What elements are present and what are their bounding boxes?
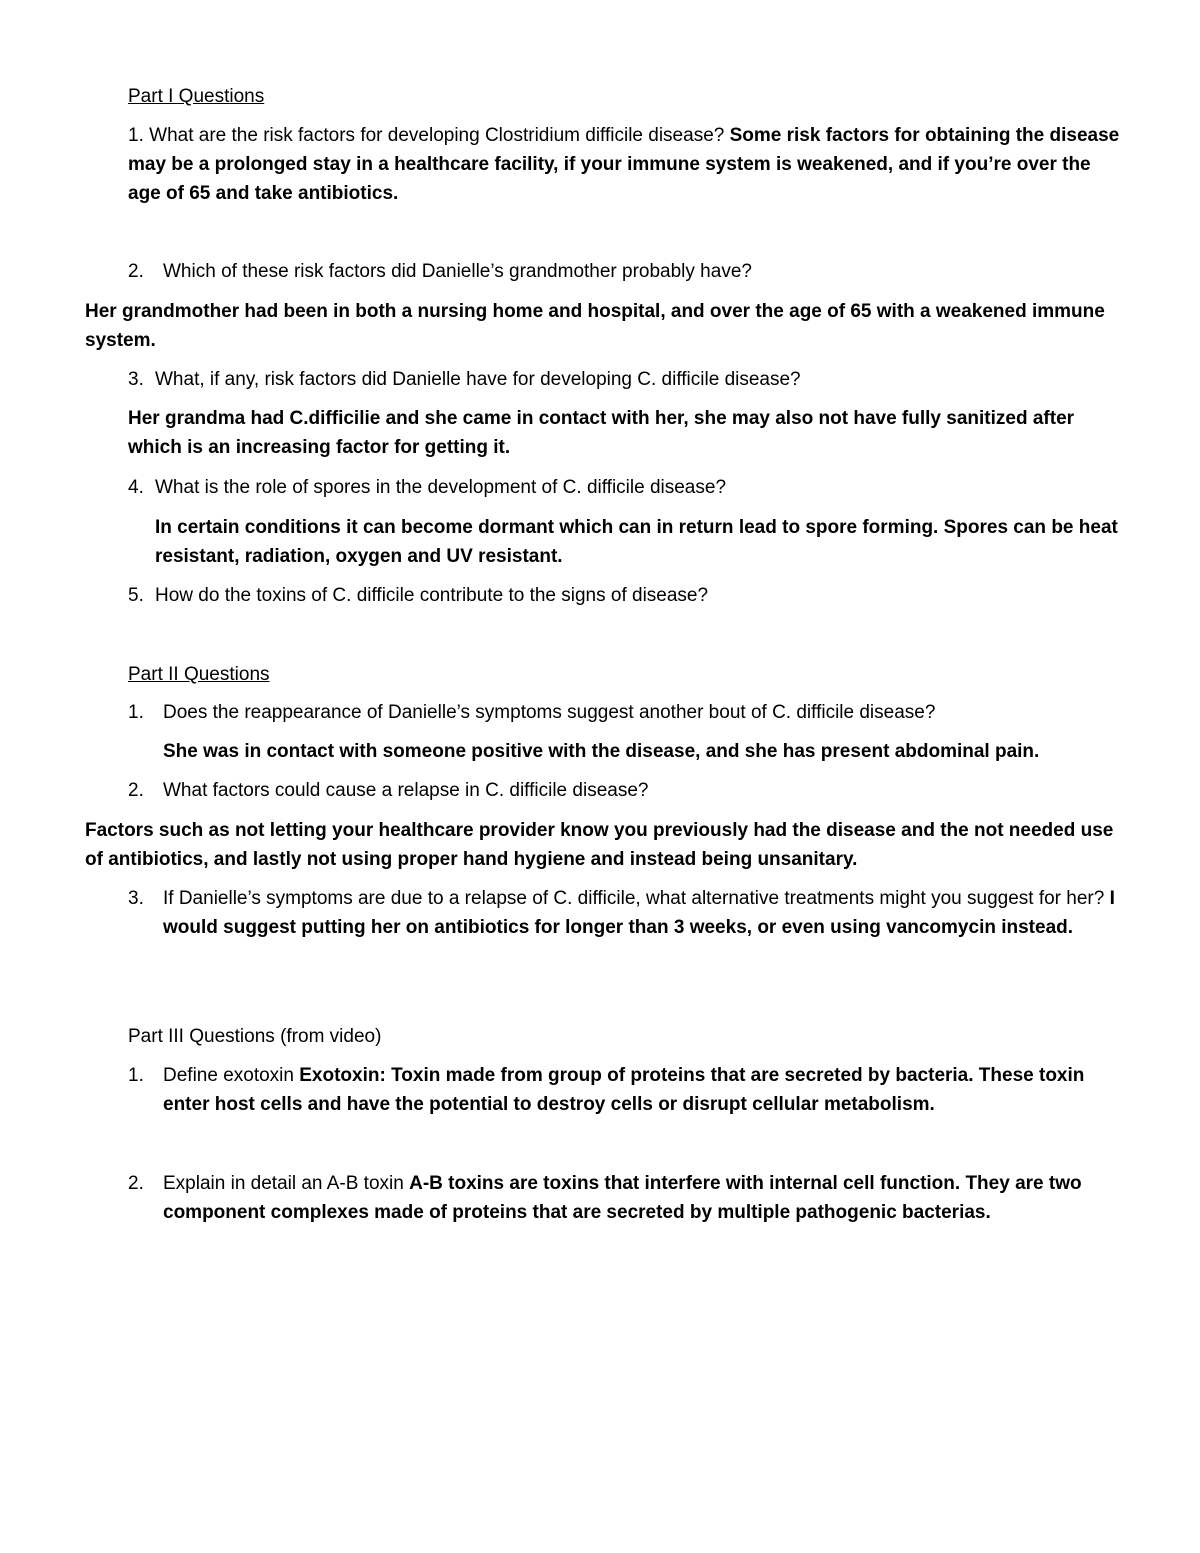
part3-q1-question: Define exotoxin — [163, 1065, 294, 1086]
part2-q1-question: Does the reappearance of Danielle’s symptoms suggest another bout of C. difficile disease? — [163, 702, 936, 723]
part1-q3-question: What, if any, risk factors did Danielle have for developing C. difficile disease? — [155, 369, 801, 390]
part1-q1 — [128, 121, 1128, 208]
part3-q1 — [128, 1061, 1128, 1119]
part3-q2-question: Explain in detail an A-B toxin — [163, 1173, 404, 1194]
part2-q1-number: 1. — [128, 702, 144, 723]
part1-q4 — [128, 473, 1128, 502]
part1-q4-number: 4. — [128, 477, 144, 498]
part1-q3-number: 3. — [128, 369, 144, 390]
part2-q1-answer: She was in contact with someone positive with the disease, and she has present abdominal pain. — [163, 741, 1040, 762]
part1-q2-question: Which of these risk factors did Danielle’s grandmother probably have? — [163, 261, 752, 282]
part3-q1-content — [163, 1061, 1128, 1119]
part1-q1-question: What are the risk factors for developing Clostridium difficile disease? — [149, 125, 725, 146]
part2-q2-question: What factors could cause a relapse in C. difficile disease? — [163, 780, 649, 801]
part3-q1-number: 1. — [128, 1065, 144, 1086]
part1-q5-question: How do the toxins of C. difficile contribute to the signs of disease? — [155, 585, 709, 606]
part1-q3-answer: Her grandma had C.difficilie and she came in contact with her, she may also not have fully sanitized after which is an increasing factor for getting it. — [128, 408, 1075, 458]
part3-q1-answer: Exotoxin: Toxin made from group of proteins that are secreted by bacteria. These toxin enter host cells and have the potential to destroy cells or disrupt cellular metabolism. — [163, 1065, 1085, 1115]
part3-q2-number: 2. — [128, 1173, 144, 1194]
part1-q3 — [128, 365, 1128, 394]
part1-q5-number: 5. — [128, 585, 144, 606]
part2-q1 — [128, 698, 1128, 727]
part2-q2-answer: Factors such as not letting your healthcare provider know you previously had the disease and the not needed use of antibiotics, and lastly not using proper hand hygiene and instead being unsanitary. — [85, 820, 1114, 870]
part2-q3 — [128, 884, 1128, 942]
part2-q3-answer: I would suggest putting her on antibiotics for longer than 3 weeks, or even using vancomycin instead. — [163, 888, 1115, 938]
part2-q2-number: 2. — [128, 780, 144, 801]
part1-q2-number: 2. — [128, 261, 144, 282]
part3-q2-answer: A-B toxins are toxins that interfere with internal cell function. They are two component complexes made of proteins that are secreted by multiple pathogenic bacterias. — [163, 1173, 1082, 1223]
part1-q2-answer: Her grandmother had been in both a nursing home and hospital, and over the age of 65 with a weakened immune system. — [85, 301, 1105, 351]
part1-q2 — [128, 257, 1128, 286]
part3-q2 — [128, 1169, 1128, 1227]
part1-q4-answer: In certain conditions it can become dormant which can in return lead to spore forming. Spores can be heat resistant, radiation, oxygen and UV resistant. — [155, 517, 1118, 567]
part1-q1-number: 1. — [128, 125, 144, 146]
part2-heading: Part II Questions — [128, 664, 270, 685]
part2-q3-content — [163, 884, 1128, 942]
part2-q3-number: 3. — [128, 888, 144, 909]
part3-q2-content — [163, 1169, 1128, 1227]
part1-q1-answer: Some risk factors for obtaining the disease may be a prolonged stay in a healthcare facility, if your immune system is weakened, and if you’re over the age of 65 and take antibiotics. — [128, 125, 1120, 204]
part1-heading: Part I Questions — [128, 86, 265, 107]
part2-q3-question: If Danielle’s symptoms are due to a relapse of C. difficile, what alternative treatments might you suggest for her? — [163, 888, 1105, 909]
part2-q2 — [128, 776, 1128, 805]
part1-q5 — [128, 581, 1128, 610]
part1-q4-question: What is the role of spores in the development of C. difficile disease? — [155, 477, 727, 498]
part3-heading: Part III Questions (from video) — [128, 1026, 382, 1047]
